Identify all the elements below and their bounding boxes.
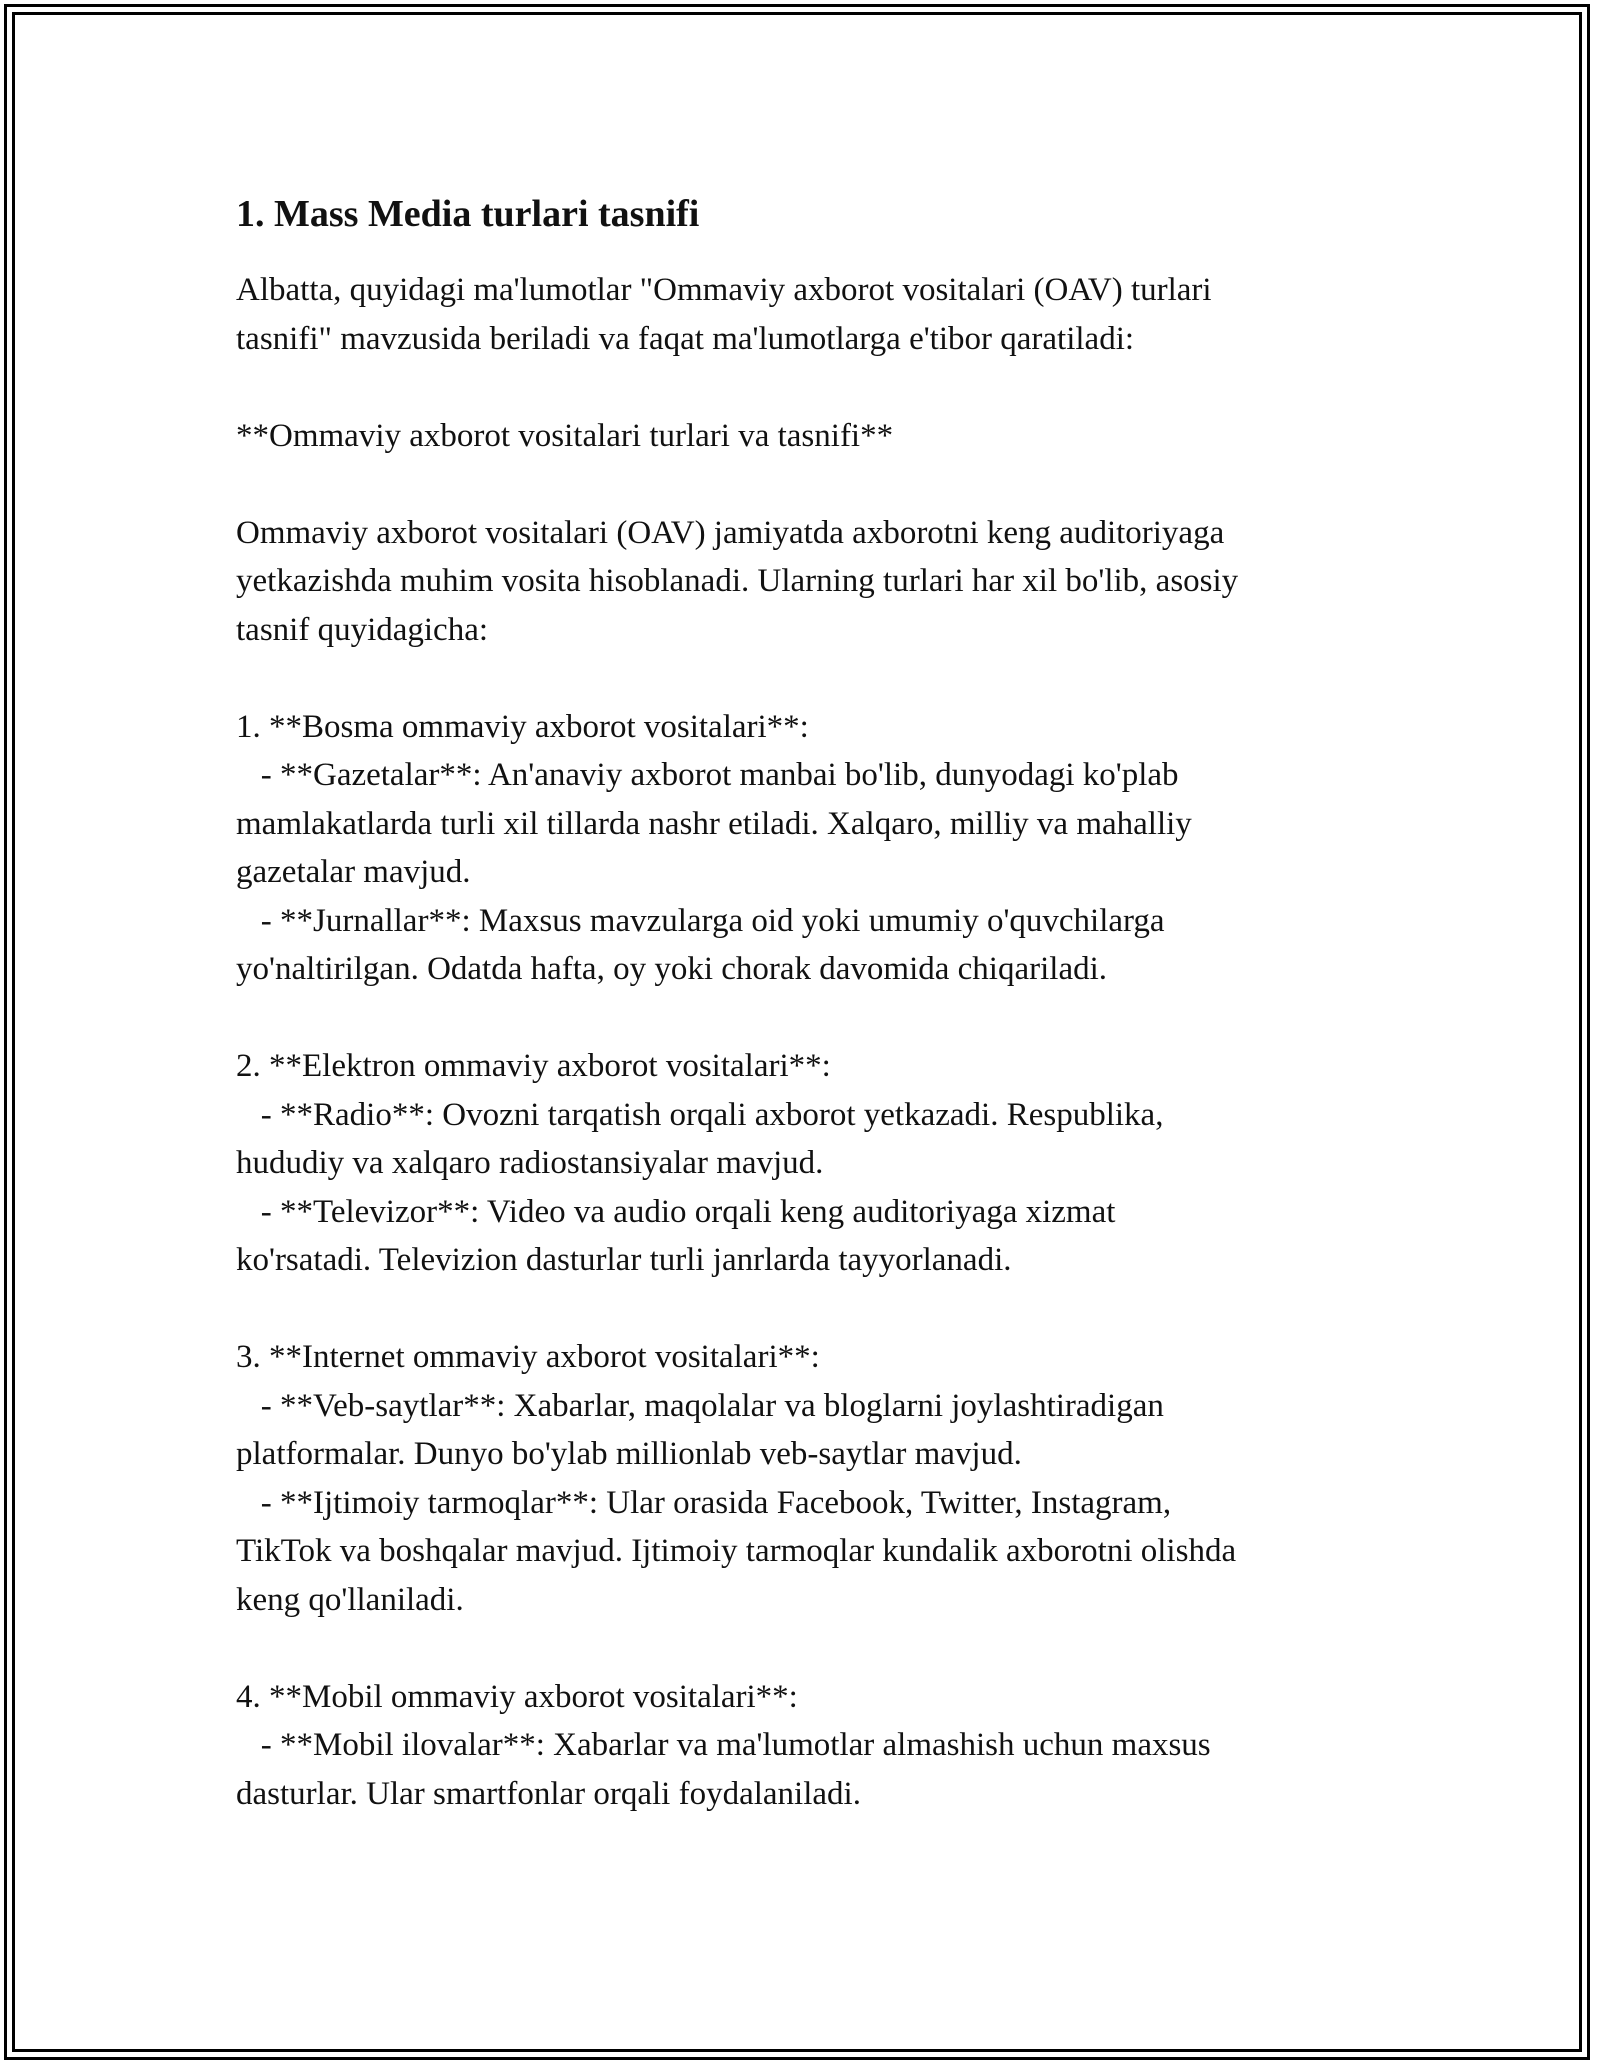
document-title: 1. Mass Media turlari tasnifi [236, 193, 700, 235]
document-body: Albatta, quyidagi ma'lumotlar "Ommaviy axborot vositalari (OAV) turlari tasnifi" mavzusida beriladi va faqat ma'lumotlarga e'tibor qaratiladi: **Ommaviy axborot vositalari turlari va tasnifi** Ommaviy axborot vositalari (OAV) jamiyatda axborotni keng auditoriyaga yetkazishda muhim vosita hisoblanadi. Ularning turlari har xil bo'lib, asosiy tasnif quyidagicha: 1. **Bosma ommaviy axborot vositalari**: - **Gazetalar**: An'anaviy axborot manbai bo'lib, dunyodagi ko'plab mamlakatlarda turli xil tillarda nashr etiladi. Xalqaro, milliy va mahalliy gazetalar mavjud. - **Jurnallar**: Maxsus mavzularga oid yoki umumiy o'quvchilarga yo'naltirilgan. Odatda hafta, oy yoki chorak davomida chiqariladi. 2. **Elektron ommaviy axborot vositalari**: - **Radio**: Ovozni tarqatish orqali axborot yetkazadi. Respublika, hududiy va xalqaro radiostansiyalar mavjud. - **Televizor**: Video va audio orqali keng auditoriyaga xizmat ko'rsatadi. Televizion dasturlar turli janrlarda tayyorlanadi. 3. **Internet ommaviy axborot vositalari**: - **Veb-saytlar**: Xabarlar, maqolalar va bloglarni joylashtiradigan platformalar. Dunyo bo'ylab millionlab veb-saytlar mavjud. - **Ijtimoiy tarmoqlar**: Ular orasida Facebook, Twitter, Instagram, TikTok va boshqalar mavjud. Ijtimoiy tarmoqlar kundalik axborotni olishda keng qo'llaniladi. 4. **Mobil ommaviy axborot vositalari**: - **Mobil ilovalar**: Xabarlar va ma'lumotlar almashish uchun maxsus dasturlar. Ular smartfonlar orqali foydalaniladi. [236, 272, 1239, 1812]
document-page [236, 192, 1376, 1818]
